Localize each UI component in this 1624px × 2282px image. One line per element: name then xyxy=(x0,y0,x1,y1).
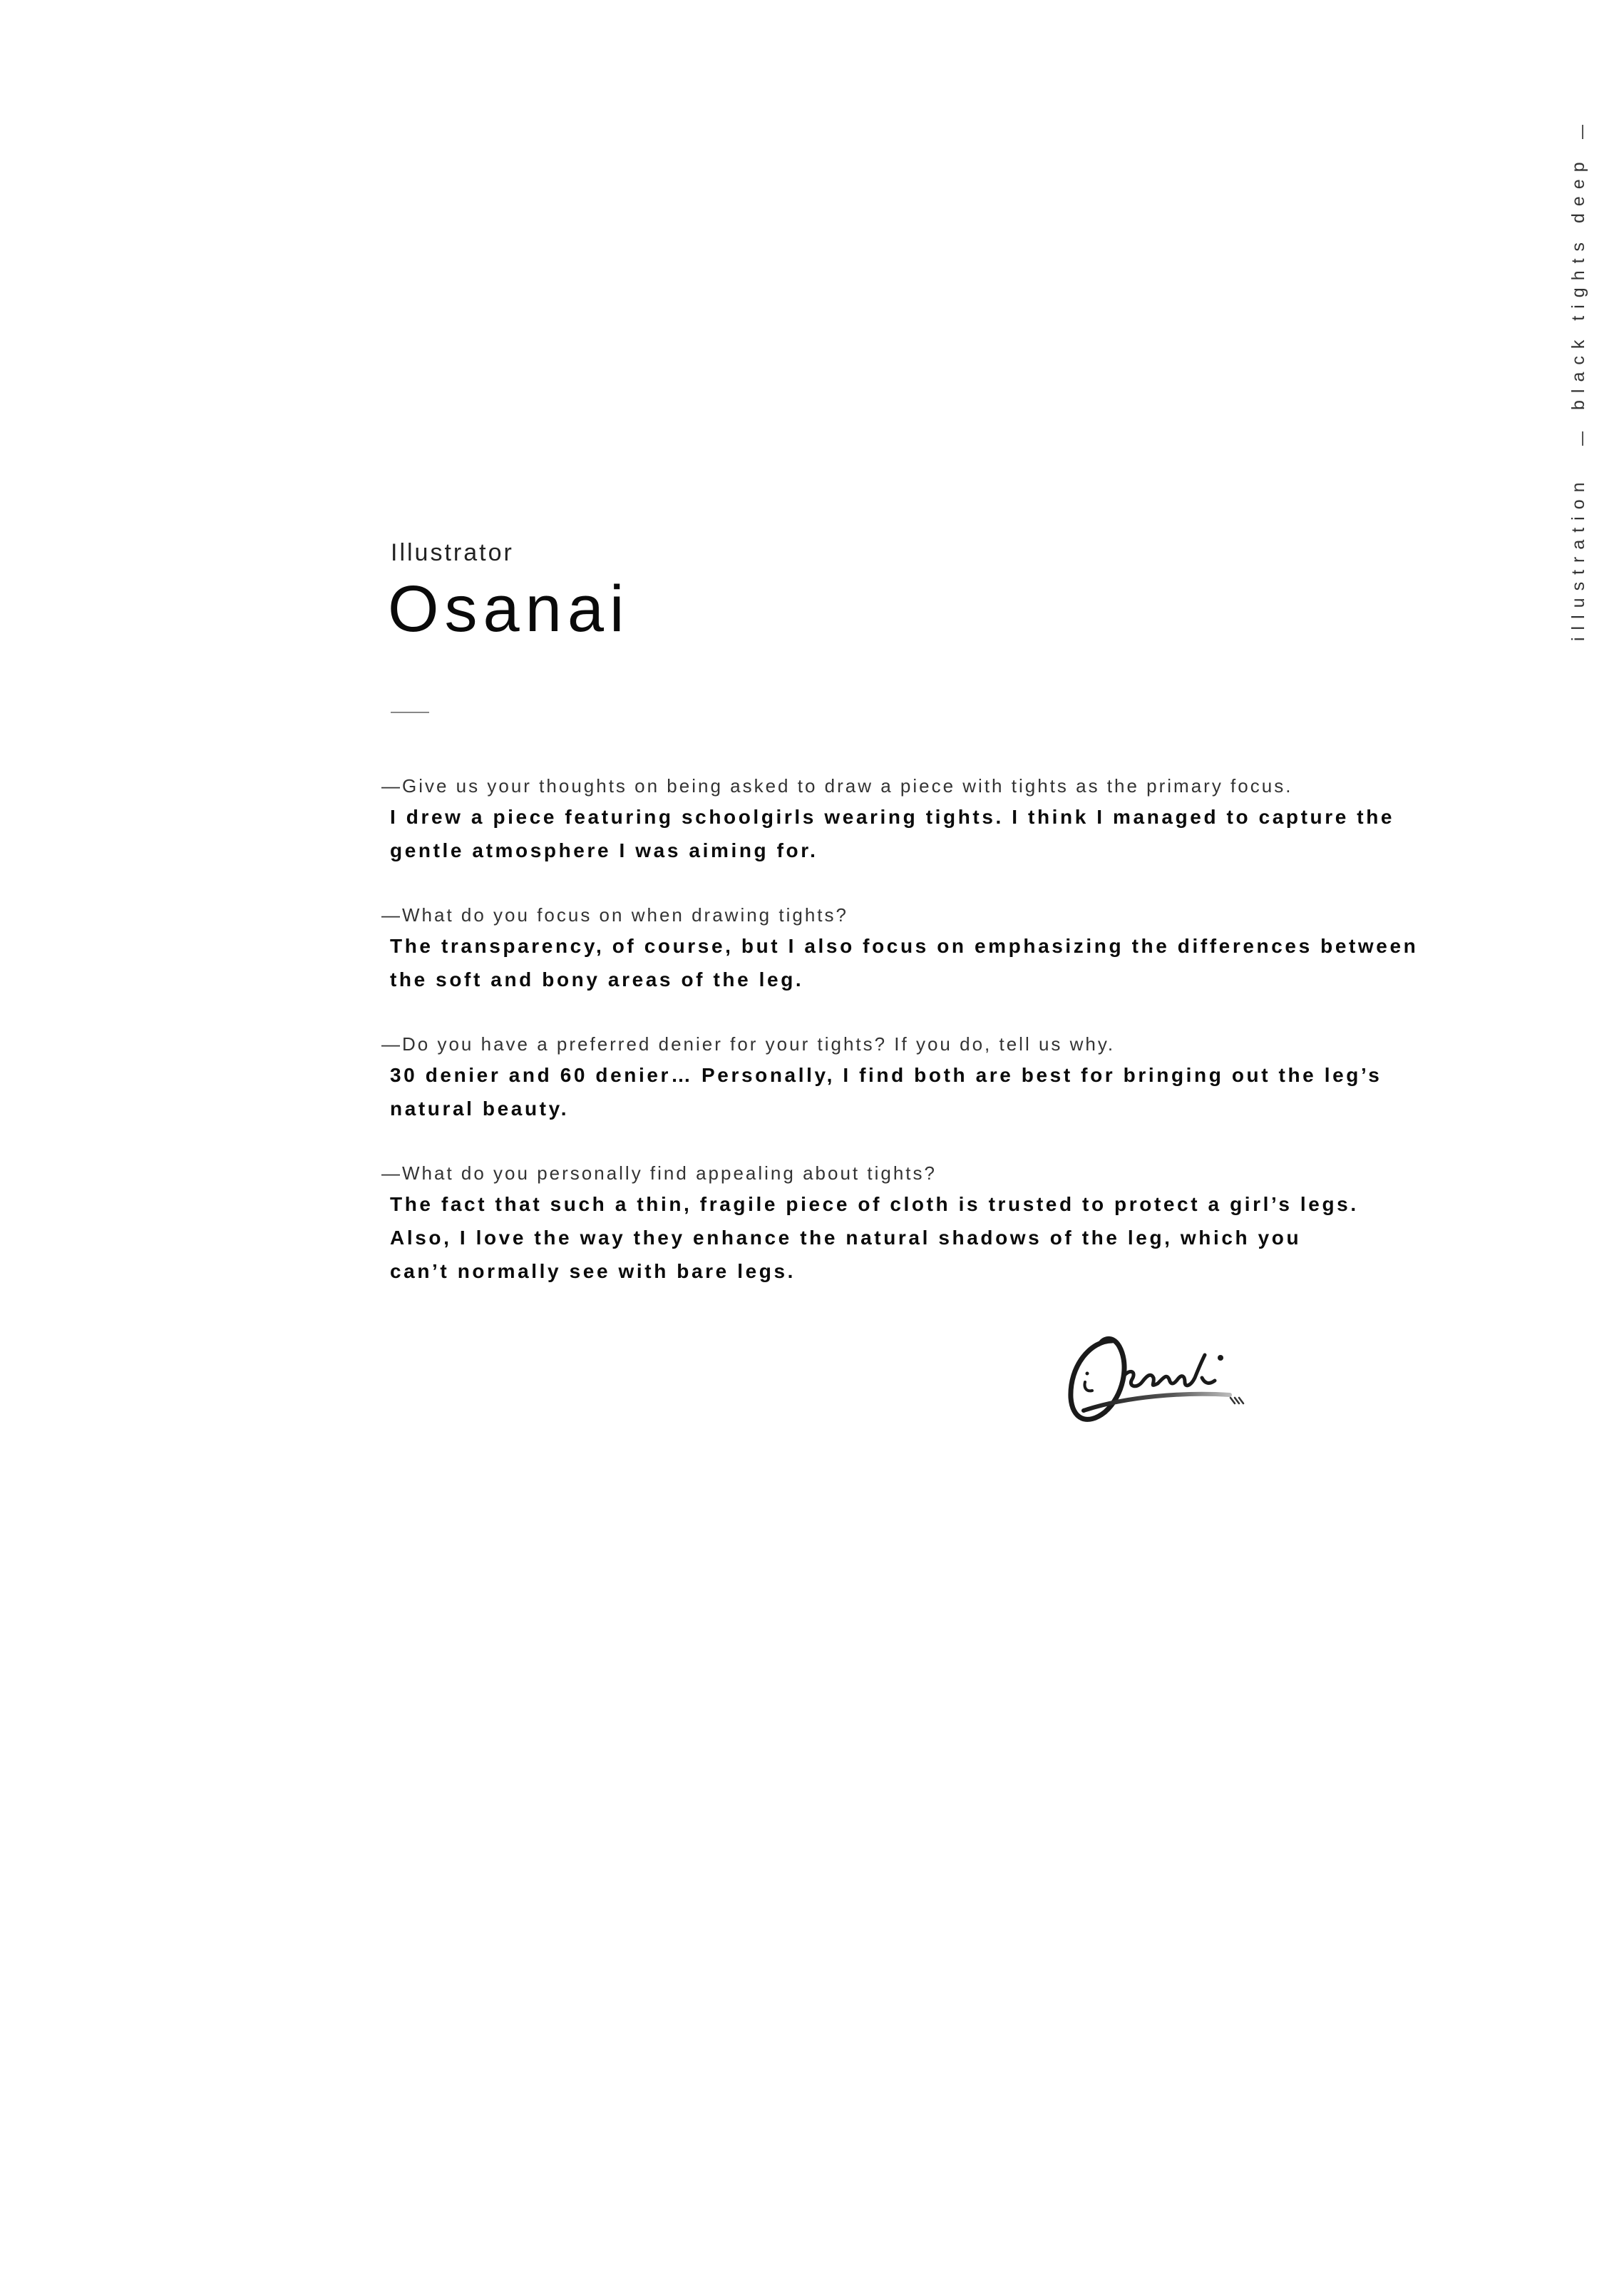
interview-section xyxy=(381,772,1419,1321)
answer-line: 30 denier and 60 denier… Personally, I find both are best for bringing out the leg’s xyxy=(390,1064,1382,1086)
answer-line: gentle atmosphere I was aiming for. xyxy=(390,839,818,861)
side-running-title xyxy=(1568,125,1597,645)
question: —Give us your thoughts on being asked to draw a piece with tights as the primary focus. xyxy=(381,775,1293,797)
answer-line: the soft and bony areas of the leg. xyxy=(390,968,804,991)
header-divider xyxy=(391,712,429,713)
answer-line: The transparency, of course, but I also focus on emphasizing the differences between xyxy=(390,935,1419,957)
answer-line: The fact that such a thin, fragile piece of cloth is trusted to protect a girl’s legs. xyxy=(390,1193,1359,1215)
side-text-illustration: illustration xyxy=(1568,475,1588,641)
qa-block xyxy=(381,1030,1382,1125)
artist-name: Osanai xyxy=(388,573,630,645)
side-text-black-tights-deep: black tights deep xyxy=(1568,155,1588,410)
qa-block xyxy=(381,1159,1359,1288)
role-label: Illustrator xyxy=(391,539,514,566)
answer-line: I drew a piece featuring schoolgirls wearing tights. I think I managed to capture the xyxy=(390,806,1395,828)
qa-block xyxy=(381,772,1395,867)
rail-divider-top xyxy=(1582,125,1583,139)
question: —Do you have a preferred denier for your tights? If you do, tell us why. xyxy=(381,1033,1116,1055)
answer-line: natural beauty. xyxy=(390,1097,570,1120)
qa-block xyxy=(381,901,1419,996)
question: —What do you focus on when drawing tights? xyxy=(381,904,848,926)
answer-line: Also, I love the way they enhance the natural shadows of the leg, which you xyxy=(390,1227,1302,1249)
answer-line: can’t normally see with bare legs. xyxy=(390,1260,796,1282)
question: —What do you personally find appealing about tights? xyxy=(381,1162,937,1184)
signature-mark xyxy=(1062,1326,1255,1441)
rail-divider-middle xyxy=(1582,431,1583,446)
